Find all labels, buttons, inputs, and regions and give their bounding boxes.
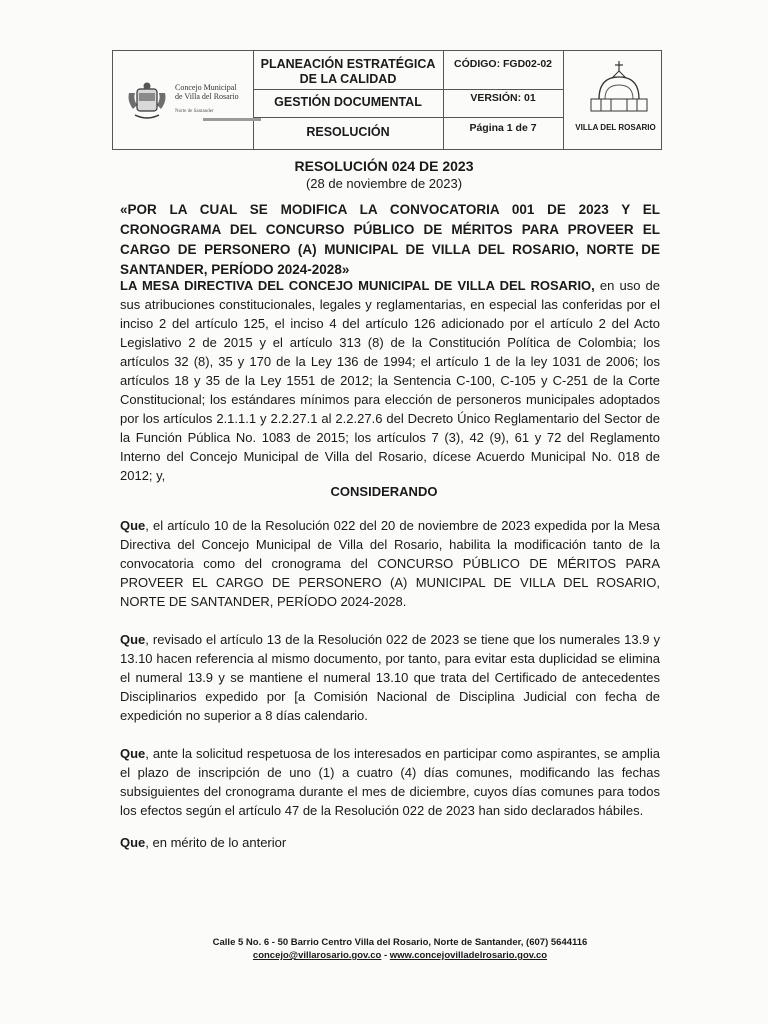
intro-paragraph <box>120 276 660 485</box>
footer-contacts <box>0 950 768 961</box>
paragraph-text: , revisado el artículo 13 de la Resolución 022 de 2023 se tiene que los numerales 13.9 y 13.10 hacen referencia al mismo documento, por tanto, para evitar esta duplicidad se elimina el numeral 13.9 y se mantiene el numeral 13.10 que trata del Certificado de antecedentes Disciplinarios expedido por [a Comisión Nacional de Disciplina Judicial con fecha de expedición no superior a 8 días calendario. <box>120 632 660 723</box>
planeacion-cell: PLANEACIÓN ESTRATÉGICA DE LA CALIDAD <box>260 57 436 86</box>
que-label: Que <box>120 518 146 533</box>
intro-text: en uso de sus atribuciones constitucionales, legales y reglamentarias, en especial las conferidas por el inciso 2 del artículo 125, el inciso 4 del artículo 126 adicionado por el artículo 2 del Acto Legislativo 2 de 2015 y el artículo 313 (8) de la Constitución Política de Colombia; los artículos 32 (8), 35 y 170 de la Ley 136 de 1994; el artículo 1 de la ley 1031 de 2006; los artículos 18 y 35 de la Ley 1551 de 2012; la Sentencia C-100, C-105 y C-251 de la Corte Constitucional; los estándares mínimos para elección de personeros municipales adoptados por los artículos 2.1.1.1 y 2.2.27.1 al 2.2.27.6 del Decreto Único Reglamentario del Sector de la Función Pública No. 1083 de 2015; los artículos 7 (3), 42 (9), 61 y 72 del Reglamento Interno del Concejo Municipal de Villa del Rosario, dícese Acuerdo Municipal No. 018 de 2012; y, <box>120 278 660 483</box>
considerando-paragraph-3 <box>120 744 660 820</box>
codigo-cell: CÓDIGO: FGD02-02 <box>453 58 553 70</box>
concejo-subtitle: Norte de Santander <box>175 109 214 114</box>
footer-website[interactable]: www.concejovilladelrosario.gov.co <box>389 950 548 961</box>
pagina-cell: Página 1 de 7 <box>469 122 537 134</box>
resolucion-cell: RESOLUCIÓN <box>306 125 390 139</box>
footer-email[interactable]: concejo@villarosario.gov.co <box>252 950 382 961</box>
header-table <box>112 50 662 150</box>
considerando-paragraph-1 <box>120 516 660 611</box>
considerando-paragraph-4 <box>120 833 660 852</box>
concejo-crest-icon <box>125 79 169 123</box>
considerando-paragraph-2 <box>120 630 660 725</box>
gestion-cell: GESTIÓN DOCUMENTAL <box>274 95 422 109</box>
footer-address: Calle 5 No. 6 - 50 Barrio Centro Villa del Rosario, Norte de Santander, (607) 5644116 <box>212 937 588 948</box>
paragraph-text: , ante la solicitud respetuosa de los interesados en participar como aspirantes, se amplia el plazo de inscripción de uno (1) a cuatro (4) días comunes, modificando las fechas subsiguientes del cronograma durante el mes de diciembre, cuyos días comunes para todos los efectos según el artículo 47 de la Resolución 022 de 2023 han sido declarados hábiles. <box>120 746 660 818</box>
version-cell: VERSIÓN: 01 <box>470 92 536 104</box>
paragraph-text: , el artículo 10 de la Resolución 022 del 20 de noviembre de 2023 expedida por la Mesa Directiva del Concejo Municipal de Villa del Rosario, habilita la modificación tanto de la convocatoria como del cronograma del CONCURSO PÚBLICO DE MÉRITOS PARA PROVEER EL CARGO DE PERSONERO (A) MUNICIPAL DE VILLA DEL ROSARIO, NORTE DE SANTANDER, PERÍODO 2024-2028. <box>120 518 660 609</box>
concejo-bar <box>203 118 261 121</box>
villa-label: VILLA DEL ROSARIO <box>575 123 656 132</box>
que-label: Que <box>120 746 146 761</box>
concejo-name: Concejo Municipal de Villa del Rosario <box>175 83 239 101</box>
resolution-subject: «POR LA CUAL SE MODIFICA LA CONVOCATORIA 001 DE 2023 Y EL CRONOGRAMA DEL CONCURSO PÚBLICO DE MÉRITOS PARA PROVEER EL CARGO DE PERSONERO (A) MUNICIPAL DE VILLA DEL ROSARIO, NORTE DE SANTANDER, PERÍODO 2024-2028» <box>120 202 660 277</box>
footer-separator: - <box>381 950 390 961</box>
resolution-title: RESOLUCIÓN 024 DE 2023 <box>294 158 474 174</box>
que-label: Que <box>120 632 146 647</box>
intro-bold: LA MESA DIRECTIVA DEL CONCEJO MUNICIPAL DE VILLA DEL ROSARIO, <box>120 278 595 293</box>
resolution-date: (28 de noviembre de 2023) <box>305 176 463 191</box>
paragraph-text: , en mérito de lo anterior <box>145 835 287 850</box>
church-icon <box>583 59 655 119</box>
considerando-heading: CONSIDERANDO <box>330 484 438 499</box>
que-label: Que <box>120 835 146 850</box>
